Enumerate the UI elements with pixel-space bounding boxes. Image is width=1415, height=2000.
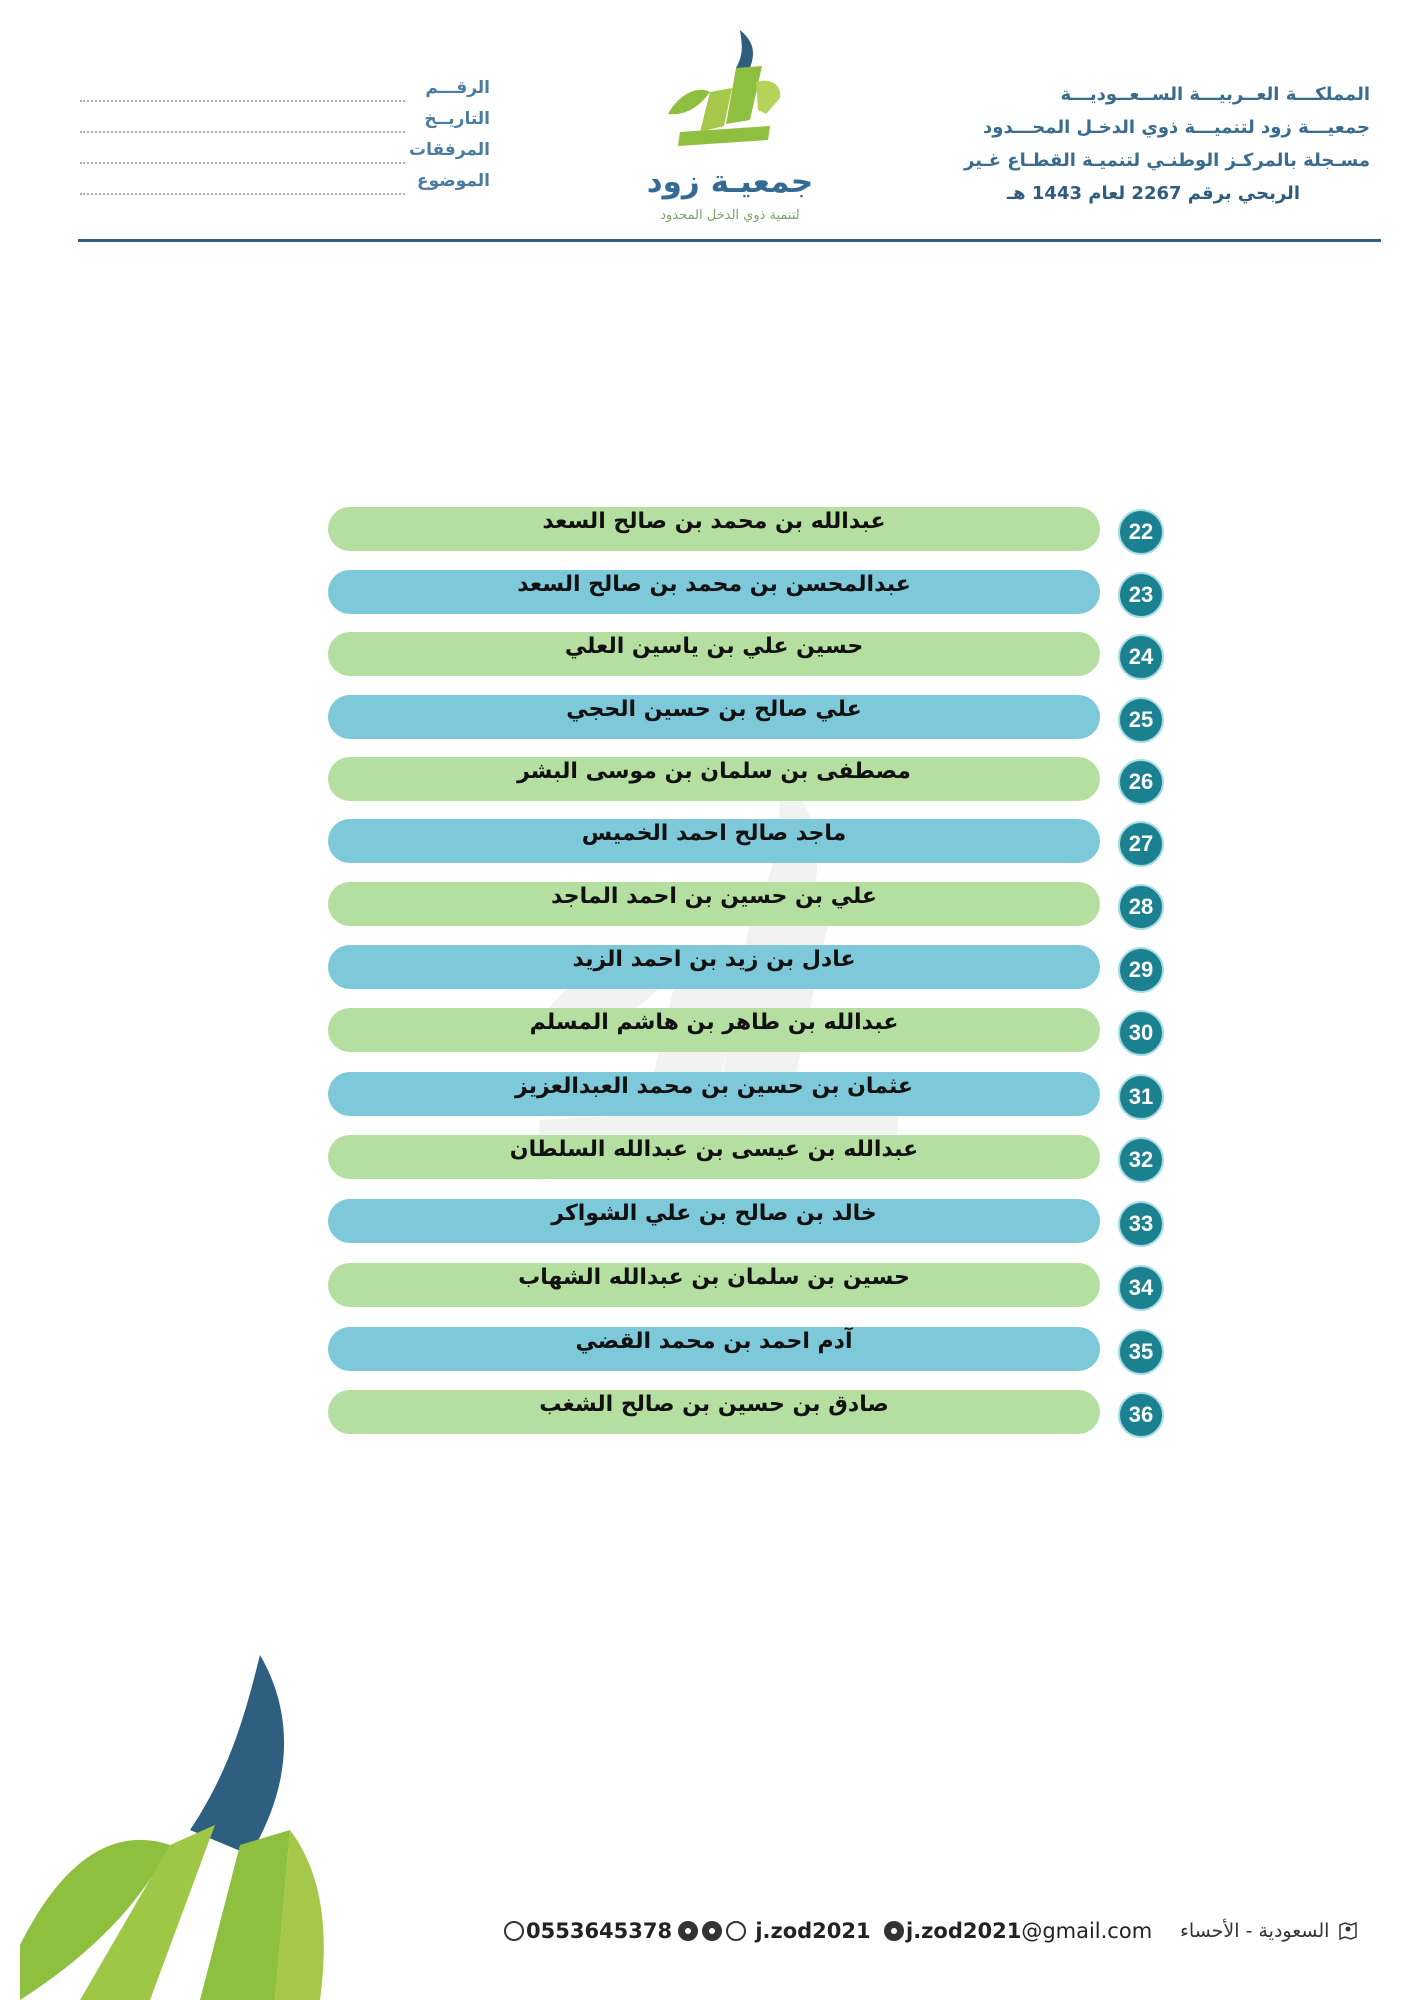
row-number-badge: 32 — [1118, 1137, 1164, 1183]
beneficiary-name: صادق بن حسين بن صالح الشغب — [539, 1392, 889, 1417]
row-number-badge: 36 — [1118, 1392, 1164, 1438]
meta-label: الموضوع — [417, 171, 490, 191]
social-handle: j.zod2021 — [755, 1919, 871, 1943]
list-item — [328, 882, 1166, 930]
location-icon — [1339, 1920, 1357, 1940]
twitter-icon — [702, 1921, 722, 1941]
email-domain: @gmail.com — [1021, 1919, 1153, 1943]
row-number-badge: 27 — [1118, 821, 1164, 867]
beneficiary-name: عبدالله بن عيسى بن عبدالله السلطان — [509, 1137, 919, 1162]
row-number-badge: 23 — [1118, 572, 1164, 618]
beneficiary-name: حسين علي بن ياسين العلي — [564, 634, 864, 659]
phone-number: 0553645378 — [526, 1919, 673, 1943]
footer-logo-icon — [20, 1655, 380, 2000]
beneficiary-name: علي صالح بن حسين الحجي — [566, 697, 862, 722]
logo-subtitle: لتنمية ذوي الدخل المحدود — [660, 208, 800, 223]
list-item — [328, 570, 1166, 618]
row-number-badge: 25 — [1118, 697, 1164, 743]
instagram-icon — [726, 1921, 746, 1941]
name-pill — [328, 1135, 1100, 1179]
beneficiary-name: ماجد صالح احمد الخميس — [581, 821, 847, 846]
list-item — [328, 1327, 1166, 1375]
list-item — [328, 757, 1166, 805]
list-item — [328, 1135, 1166, 1183]
row-number-badge: 28 — [1118, 884, 1164, 930]
name-pill — [328, 1390, 1100, 1434]
row-number-badge: 31 — [1118, 1074, 1164, 1120]
name-pill — [328, 695, 1100, 739]
beneficiary-name: مصطفى بن سلمان بن موسى البشر — [517, 759, 911, 784]
name-pill — [328, 632, 1100, 676]
name-pill — [328, 1199, 1100, 1243]
beneficiary-name: عبدالمحسن بن محمد بن صالح السعد — [517, 572, 911, 597]
beneficiary-name: خالد بن صالح بن علي الشواكر — [551, 1201, 877, 1226]
row-number-badge: 35 — [1118, 1329, 1164, 1375]
list-item — [328, 1263, 1166, 1311]
name-pill — [328, 882, 1100, 926]
row-number-badge: 24 — [1118, 634, 1164, 680]
list-item — [328, 1008, 1166, 1056]
row-number-badge: 29 — [1118, 947, 1164, 993]
footer-location — [1180, 1913, 1357, 1949]
list-item — [328, 819, 1166, 867]
email-user: j.zod2021 — [906, 1919, 1022, 1943]
name-pill — [328, 1072, 1100, 1116]
footer-social[interactable] — [676, 1913, 871, 1949]
beneficiary-name: آدم احمد بن محمد القضي — [575, 1329, 853, 1354]
beneficiary-name: علي بن حسين بن احمد الماجد — [551, 884, 877, 909]
logo-name: جمعيـة زود — [646, 164, 814, 200]
name-pill — [328, 1327, 1100, 1371]
snapchat-icon — [678, 1921, 698, 1941]
row-number-badge: 30 — [1118, 1010, 1164, 1056]
row-number-badge: 33 — [1118, 1201, 1164, 1247]
beneficiary-name: حسين بن سلمان بن عبدالله الشهاب — [518, 1265, 910, 1290]
meta-label: التاريــخ — [424, 109, 490, 129]
beneficiary-name: عادل بن زيد بن احمد الزيد — [572, 947, 856, 972]
meta-label: المرفقات — [408, 140, 490, 160]
org-line-country: المملكـــة العــربيـــة الســعــوديـــة — [1060, 84, 1370, 105]
email-icon — [884, 1921, 904, 1941]
list-item — [328, 1390, 1166, 1438]
list-item — [328, 507, 1166, 555]
beneficiary-name: عثمان بن حسين بن محمد العبدالعزيز — [515, 1074, 913, 1099]
meta-label: الرقـــم — [425, 78, 490, 98]
beneficiary-name: عبدالله بن طاهر بن هاشم المسلم — [529, 1010, 899, 1035]
org-line-name: جمعيـــة زود لتنميـــة ذوي الدخـل المحـــدود — [983, 117, 1370, 138]
name-pill — [328, 570, 1100, 614]
name-pill — [328, 757, 1100, 801]
footer-phone[interactable] — [502, 1913, 672, 1949]
name-pill — [328, 819, 1100, 863]
name-pill — [328, 1263, 1100, 1307]
location-text: السعودية - الأحساء — [1180, 1920, 1330, 1942]
footer-email[interactable] — [882, 1913, 1152, 1949]
row-number-badge: 34 — [1118, 1265, 1164, 1311]
list-item — [328, 1072, 1166, 1120]
row-number-badge: 22 — [1118, 509, 1164, 555]
list-item — [328, 695, 1166, 743]
name-pill — [328, 945, 1100, 989]
row-number-badge: 26 — [1118, 759, 1164, 805]
name-pill — [328, 1008, 1100, 1052]
list-item — [328, 1199, 1166, 1247]
name-pill — [328, 507, 1100, 551]
footer-contacts — [490, 1913, 1390, 1953]
list-item — [328, 632, 1166, 680]
org-line-registration: مسـجلة بالمركـز الوطنـي لتنميـة القطـاع غـير — [964, 150, 1370, 171]
beneficiary-name: عبدالله بن محمد بن صالح السعد — [542, 509, 886, 534]
list-item — [328, 945, 1166, 993]
whatsapp-icon — [504, 1921, 524, 1941]
org-line-number: الربحي برقم 2267 لعام 1443 هـ — [1007, 183, 1300, 204]
